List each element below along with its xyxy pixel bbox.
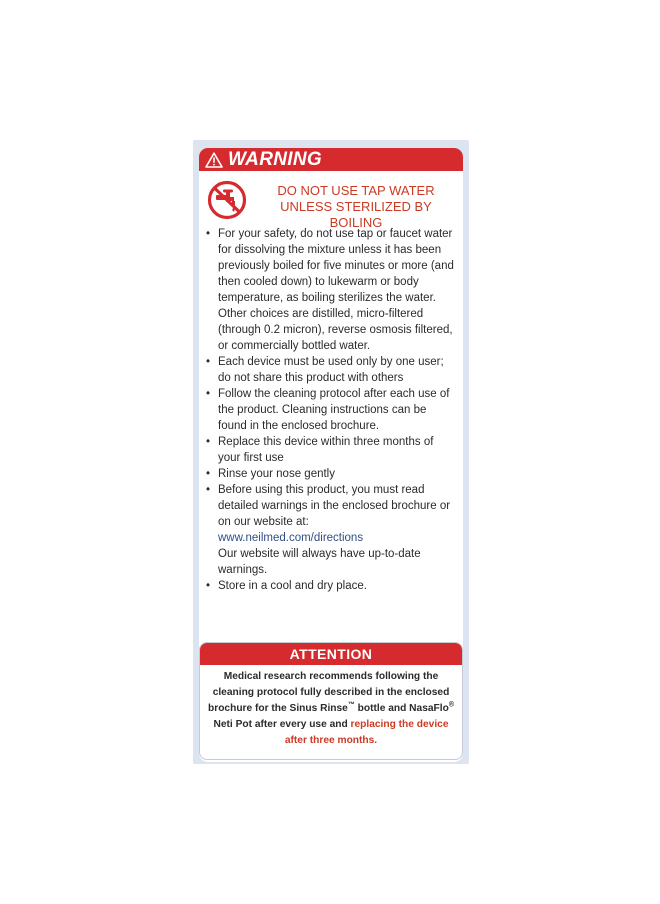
- list-item-text: Each device must be used only by one user; do not share this product with others: [218, 356, 444, 384]
- attention-title: ATTENTION: [200, 643, 462, 665]
- attention-text: [200, 665, 462, 749]
- bullet-dot-icon: •: [206, 484, 211, 496]
- list-item: [205, 226, 455, 354]
- bullet-dot-icon: •: [206, 468, 211, 480]
- list-item: [205, 386, 455, 434]
- website-note: Our website will always have up-to-date warnings.: [218, 548, 421, 576]
- attention-box: [199, 642, 463, 760]
- attention-text-part-3: Neti Pot after every use and: [213, 719, 351, 730]
- warning-label: [199, 148, 463, 762]
- trademark-symbol: ™: [347, 701, 355, 709]
- warning-title: WARNING: [228, 148, 322, 170]
- warning-banner: [199, 148, 463, 171]
- list-item-text: Follow the cleaning protocol after each use of the product. Cleaning instructions can be found in the enclosed brochure.: [218, 388, 450, 432]
- warning-triangle-icon: [205, 152, 223, 168]
- bullet-dot-icon: •: [206, 580, 211, 592]
- list-item-text: Replace this device within three months of your first use: [218, 436, 434, 464]
- list-item: [205, 466, 455, 482]
- list-item: [205, 354, 455, 386]
- no-tap-water-icon: [207, 180, 247, 220]
- bullet-dot-icon: •: [206, 388, 211, 400]
- list-item-text: Before using this product, you must read detailed warnings in the enclosed brochure or on our website at:: [218, 484, 451, 528]
- list-item-text: Store in a cool and dry place.: [218, 580, 367, 592]
- attention-text-part-2: bottle and NasaFlo: [354, 703, 449, 714]
- bullet-dot-icon: •: [206, 356, 211, 368]
- list-item: [205, 434, 455, 466]
- tap-water-text: [253, 183, 459, 231]
- tap-water-warning: [207, 180, 457, 230]
- tap-water-line-1: DO NOT USE TAP WATER: [277, 183, 435, 198]
- list-item: [205, 482, 455, 578]
- list-item-text: For your safety, do not use tap or faucet water for dissolving the mixture unless it has been previously boiled for five minutes or more (and then cooled down) to lukewarm or body temperature, as boiling sterilizes the water. Other choices are distilled, micro-filtered (through 0.2 micron), reverse osmosis filtered, or commercially bottled water.: [218, 228, 454, 352]
- bullet-dot-icon: •: [206, 436, 211, 448]
- attention-text-highlight: replacing the device after three months.: [284, 719, 449, 746]
- warning-list: [205, 226, 455, 594]
- list-item: [205, 578, 455, 594]
- attention-text-part-1: Medical research recommends following the cleaning protocol fully described in the enclosed brochure for the Sinus Rinse: [208, 671, 450, 714]
- list-item-text: Rinse your nose gently: [218, 468, 335, 480]
- registered-symbol: ®: [448, 701, 454, 709]
- tap-water-line-2: UNLESS STERILIZED BY BOILING: [280, 199, 432, 230]
- bullet-dot-icon: •: [206, 228, 211, 240]
- website-url: www.neilmed.com/directions: [218, 532, 364, 544]
